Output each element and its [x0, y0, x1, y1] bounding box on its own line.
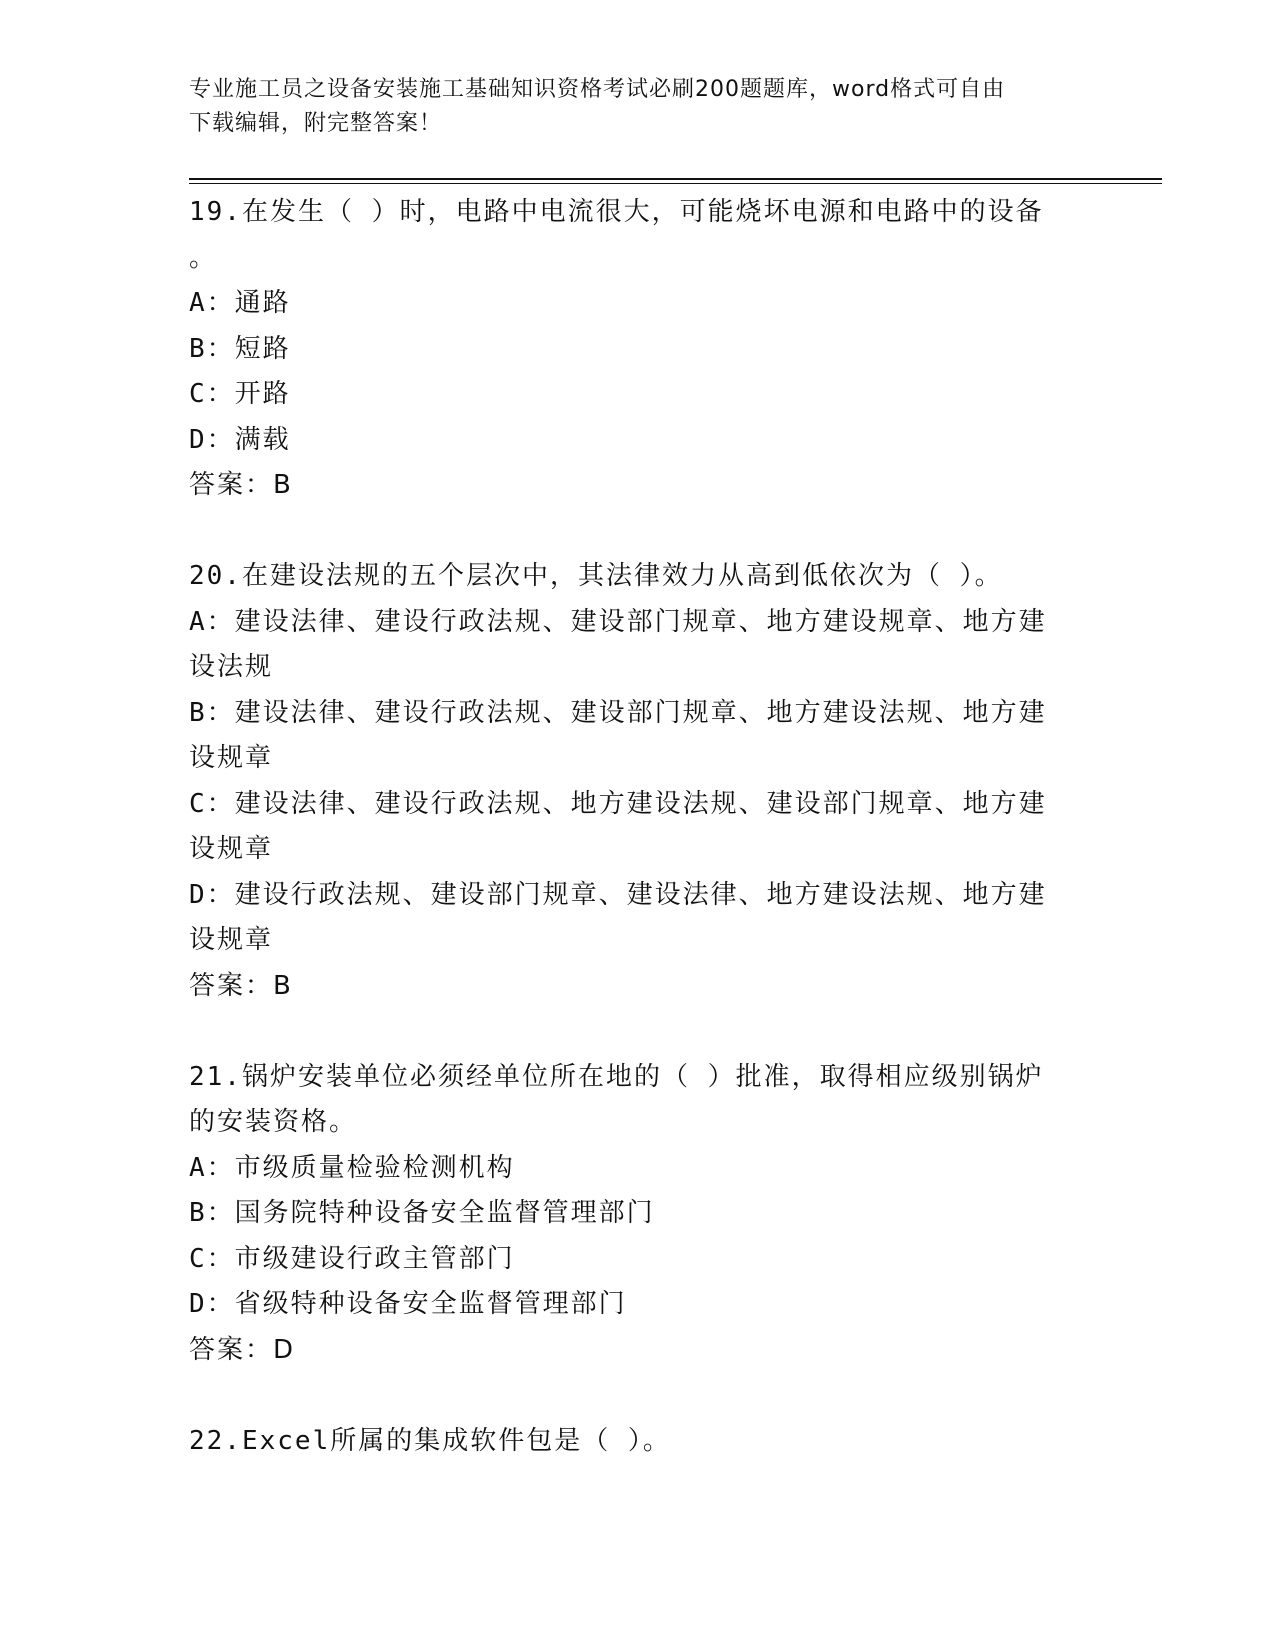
header-divider-thin — [189, 183, 1162, 184]
question-stem: 20.在建设法规的五个层次中，其法律效力从高到低依次为（ ）。 — [189, 561, 1003, 591]
option-d: D：满载 — [189, 424, 291, 455]
header-divider-thick — [189, 178, 1162, 180]
question-19 — [189, 190, 1089, 509]
option-b: B：国务院特种设备安全监督管理部门 — [189, 1198, 655, 1228]
spacer — [189, 1009, 1089, 1055]
question-21 — [189, 1055, 1089, 1374]
spacer — [189, 509, 1089, 555]
question-stem: 22.Excel所属的集成软件包是（ ）。 — [189, 1425, 671, 1456]
answer: 答案：B — [189, 970, 293, 1001]
option-d: D：建设行政法规、建设部门规章、建设法律、地方建设法规、地方建 — [189, 879, 1047, 910]
option-c: C：市级建设行政主管部门 — [189, 1243, 515, 1274]
answer: 答案：D — [189, 1334, 296, 1365]
option-d: D：省级特种设备安全监督管理部门 — [189, 1289, 627, 1319]
option-b: B：建设法律、建设行政法规、建设部门规章、地方建设法规、地方建 — [189, 697, 1047, 728]
option-b: B：短路 — [189, 333, 291, 364]
answer: 答案：B — [189, 470, 293, 500]
question-stem: 21.锅炉安装单位必须经单位所在地的（ ）批准，取得相应级别锅炉 — [189, 1061, 1044, 1092]
option-a: A：通路 — [189, 288, 291, 318]
header-line-1: 专业施工员之设备安装施工基础知识资格考试必刷200题题库，word格式可自由 — [189, 77, 1006, 102]
question-20 — [189, 554, 1089, 1009]
option-a-cont: 设法规 — [189, 652, 274, 682]
option-c: C：开路 — [189, 379, 291, 409]
option-d-cont: 设规章 — [189, 925, 274, 955]
question-stem: 19.在发生（ ）时，电路中电流很大，可能烧坏电源和电路中的设备 — [189, 197, 1044, 227]
question-list — [189, 190, 1089, 1464]
option-a: A：市级质量检验检测机构 — [189, 1152, 515, 1183]
option-a: A：建设法律、建设行政法规、建设部门规章、地方建设规章、地方建 — [189, 606, 1047, 637]
option-b-cont: 设规章 — [189, 743, 274, 773]
header-line-2: 下载编辑，附完整答案！ — [189, 111, 443, 136]
document-header — [189, 73, 1089, 141]
option-c-cont: 设规章 — [189, 834, 274, 864]
option-c: C：建设法律、建设行政法规、地方建设法规、建设部门规章、地方建 — [189, 788, 1047, 819]
question-22 — [189, 1419, 1089, 1465]
question-stem-cont: 的安装资格。 — [189, 1107, 358, 1137]
question-stem-cont: 。 — [189, 242, 218, 273]
spacer — [189, 1373, 1089, 1419]
